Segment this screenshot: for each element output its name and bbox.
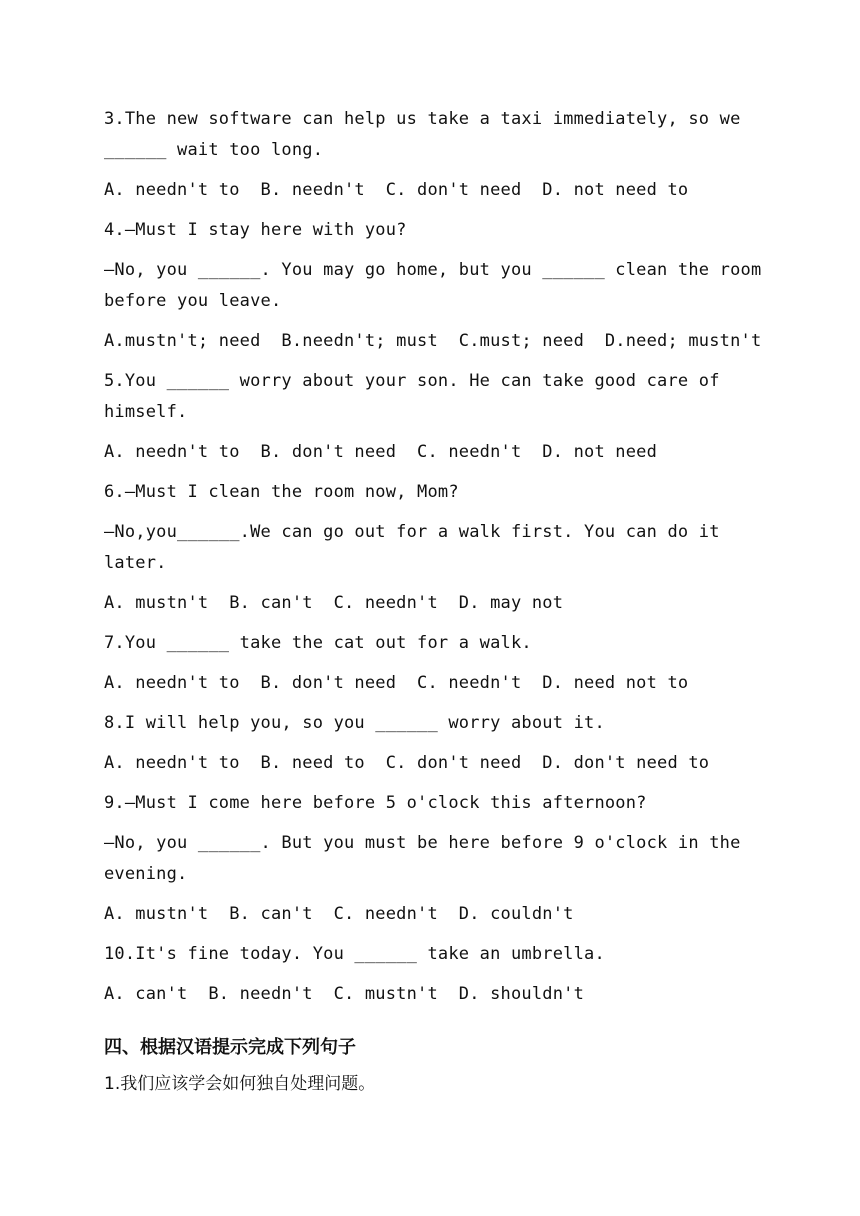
question-9-reply — [104, 828, 764, 890]
question-stem: 7.You ______ take the cat out for a walk. — [104, 633, 532, 653]
question-stem: 10.It's fine today. You ______ take an umbrella. — [104, 944, 605, 964]
answer-options: A. mustn't B. can't C. needn't D. may not — [104, 593, 564, 613]
question-5 — [104, 366, 764, 428]
question-3 — [104, 104, 764, 166]
question-stem: 6.—Must I clean the room now, Mom? — [104, 482, 459, 502]
answer-options: A. mustn't B. can't C. needn't D. couldn't — [104, 904, 574, 924]
question-reply: —No, you ______. You may go home, but you ______ clean the room before you leave. — [104, 260, 772, 311]
question-4-options — [104, 326, 764, 357]
question-8 — [104, 708, 764, 739]
question-6-reply — [104, 517, 764, 579]
answer-options: A. needn't to B. don't need C. needn't D. not need — [104, 442, 658, 462]
question-10 — [104, 939, 764, 970]
answer-options: A. needn't to B. need to C. don't need D. don't need to — [104, 753, 710, 773]
question-6-options — [104, 588, 764, 619]
answer-options: A. needn't to B. don't need C. needn't D. need not to — [104, 673, 689, 693]
question-stem: 5.You ______ worry about your son. He can take good care of himself. — [104, 371, 731, 422]
question-8-options — [104, 748, 764, 779]
question-6 — [104, 477, 764, 508]
question-stem: 8.I will help you, so you ______ worry about it. — [104, 713, 605, 733]
answer-options: A. needn't to B. needn't C. don't need D. not need to — [104, 180, 689, 200]
question-4-reply — [104, 255, 772, 317]
question-stem: 9.—Must I come here before 5 o'clock this afternoon? — [104, 793, 647, 813]
section-heading: 四、根据汉语提示完成下列句子 — [104, 1037, 356, 1058]
question-stem: 3.The new software can help us take a taxi immediately, so we ______ wait too long. — [104, 109, 751, 160]
question-7 — [104, 628, 764, 659]
question-stem: 4.—Must I stay here with you? — [104, 220, 407, 240]
answer-options: A. can't B. needn't C. mustn't D. shouldn't — [104, 984, 585, 1004]
question-9 — [104, 788, 764, 819]
document-page — [104, 104, 772, 1100]
question-3-options — [104, 175, 764, 206]
question-7-options — [104, 668, 764, 699]
translation-item-1: 1.我们应该学会如何独自处理问题。 — [104, 1074, 376, 1094]
question-5-options — [104, 437, 764, 468]
question-reply: —No, you ______. But you must be here before 9 o'clock in the evening. — [104, 833, 751, 884]
question-10-options — [104, 979, 764, 1010]
question-9-options — [104, 899, 764, 930]
question-4 — [104, 215, 764, 246]
question-reply: —No,you______.We can go out for a walk first. You can do it later. — [104, 522, 731, 573]
answer-options: A.mustn't; need B.needn't; must C.must; need D.need; mustn't — [104, 331, 762, 351]
